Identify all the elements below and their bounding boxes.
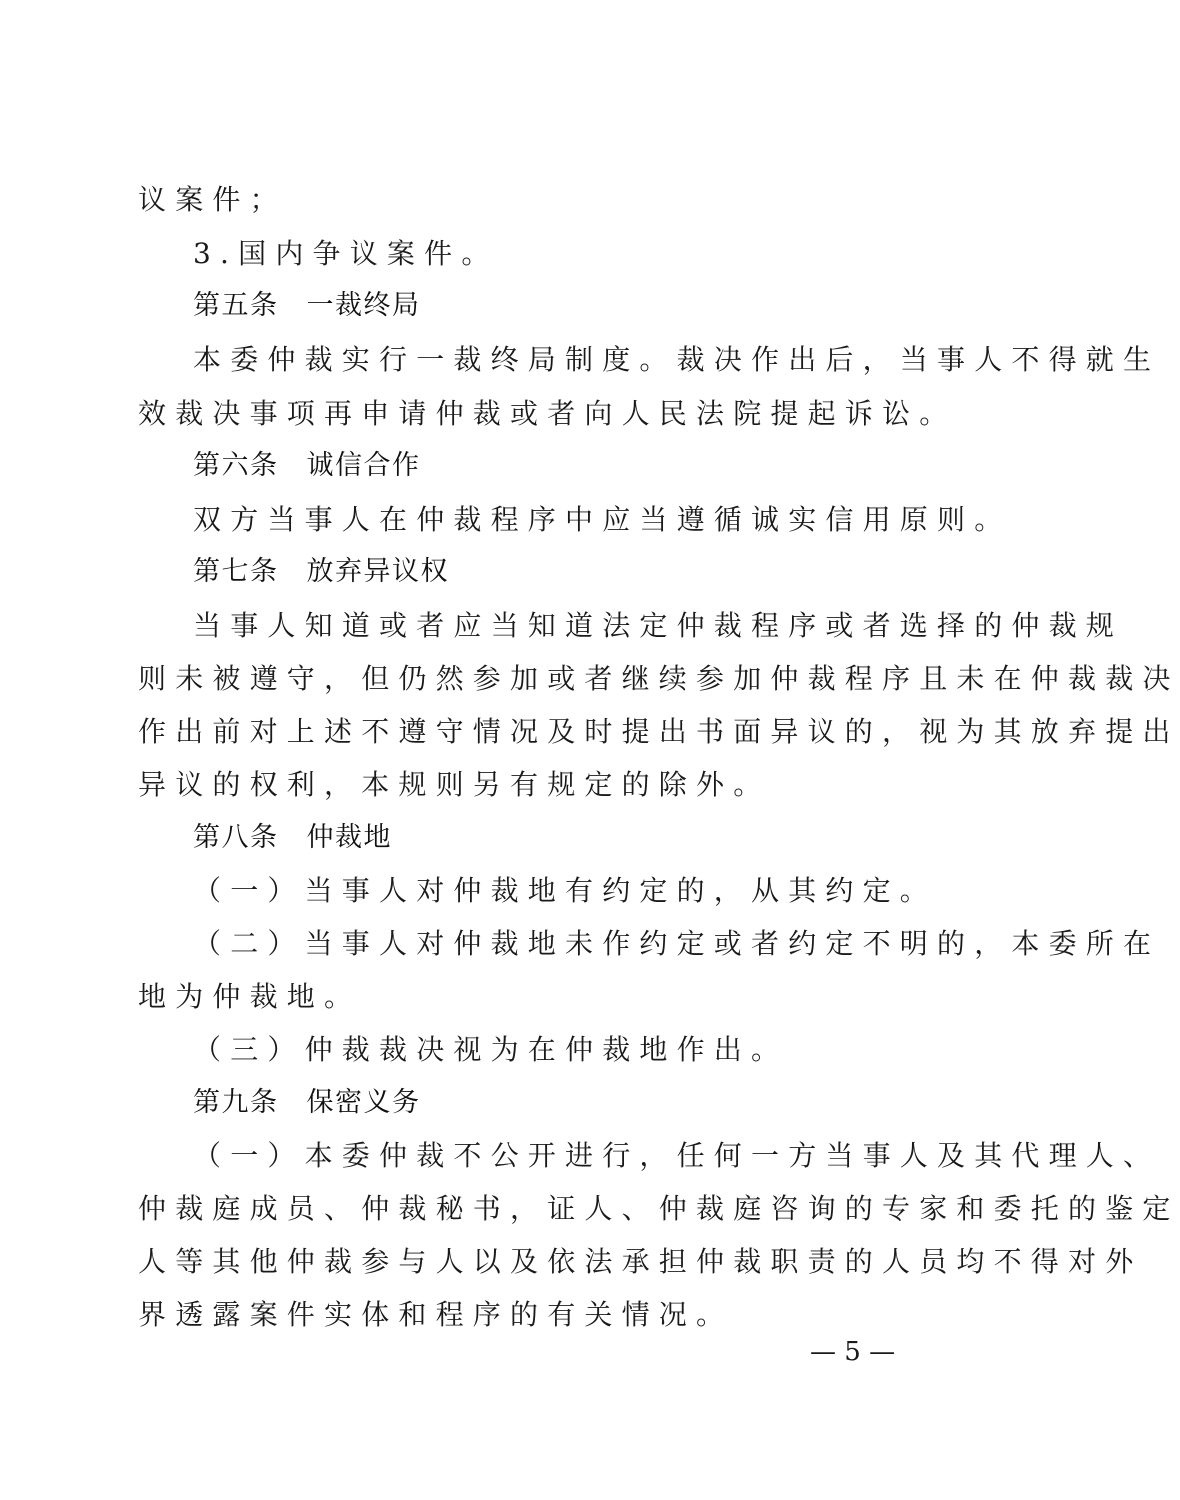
article-5-number: 第五条 [193,290,279,321]
article-8-heading [193,822,938,854]
list-item-3: 3.国内争议案件。 [193,237,499,270]
article-8-item-3: （三）仲裁裁决视为在仲裁地作出。 [193,1033,789,1066]
article-6-heading [193,450,938,482]
article-6-line-1: 双方当事人在仲裁程序中应当遵循诚实信用原则。 [193,503,1012,536]
article-9-item-1-line-2: 仲裁庭成员、仲裁秘书，证人、仲裁庭咨询的专家和委托的鉴定 [138,1192,1180,1225]
article-5-line-1: 本委仲裁实行一裁终局制度。裁决作出后，当事人不得就生 [193,343,1161,376]
article-7-number: 第七条 [193,556,279,587]
article-5-line-2: 效裁决事项再申请仲裁或者向人民法院提起诉讼。 [138,397,957,430]
paragraph-continuation: 议案件； [138,183,287,216]
article-8-item-2-line-2: 地为仲裁地。 [138,980,362,1013]
article-7-line-4: 异议的权利，本规则另有规定的除外。 [138,768,771,801]
article-7-title: 放弃异议权 [306,556,449,587]
article-8-title: 仲裁地 [306,822,392,853]
article-5-heading [193,290,938,322]
article-7-line-1: 当事人知道或者应当知道法定仲裁程序或者选择的仲裁规 [193,609,1124,642]
article-7-heading [193,556,938,588]
article-6-title: 诚信合作 [306,450,421,481]
article-8-number: 第八条 [193,822,279,853]
article-5-title: 一裁终局 [306,290,421,321]
article-8-item-1: （一）当事人对仲裁地有约定的，从其约定。 [193,874,938,907]
article-9-item-1-line-4: 界透露案件实体和程序的有关情况。 [138,1298,734,1331]
article-9-heading [193,1087,938,1119]
article-9-item-1-line-1: （一）本委仲裁不公开进行，任何一方当事人及其代理人、 [193,1139,1161,1172]
article-7-line-3: 作出前对上述不遵守情况及时提出书面异议的，视为其放弃提出 [138,715,1180,748]
article-6-number: 第六条 [193,450,279,481]
article-9-item-1-line-3: 人等其他仲裁参与人以及依法承担仲裁职责的人员均不得对外 [138,1245,1143,1278]
article-9-number: 第九条 [193,1087,279,1118]
article-9-title: 保密义务 [306,1087,421,1118]
page-number: — 5 — [810,1337,896,1367]
article-8-item-2-line-1: （二）当事人对仲裁地未作约定或者约定不明的，本委所在 [193,927,1161,960]
article-7-line-2: 则未被遵守，但仍然参加或者继续参加仲裁程序且未在仲裁裁决 [138,662,1180,695]
